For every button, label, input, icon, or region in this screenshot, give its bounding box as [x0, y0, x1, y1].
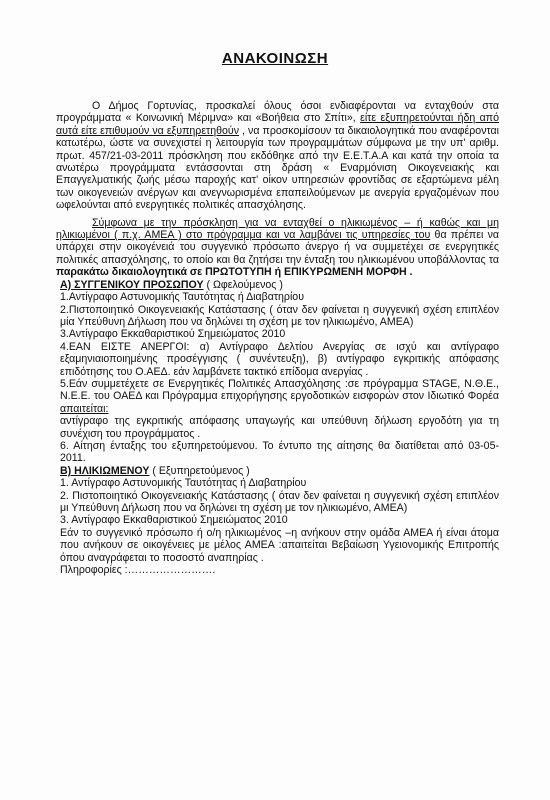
conditions-paragraph [56, 217, 499, 279]
section-a-heading [56, 279, 499, 291]
section-a-item-4: 4.ΕΑΝ ΕΙΣΤΕ ΑΝΕΡΓΟΙ: α) Αντίγραφο Δελτίου Ανεργίας σε ισχύ και αντίγραφο εξαμηνιαιοποιημένης προσέγγισης ( συνέντευξη), β) αντίγραφο εγκριτικής απόφασης επιδότησης του Ο.ΑΕΔ. εάν λαμβάνετε τακτικό επίδομα ανεργίας . [60, 340, 499, 378]
conditions-underlined: Σύμφωνα με την πρόσκληση για να ενταχθεί ο ηλικιωμένος – ή καθώς και μη ηλικιωμένοι ( π.χ. ΑΜΕΑ ) στο πρόγραμμα και να λαμβάνει τις υπηρεσίες του [56, 216, 499, 242]
section-a-title: Α) ΣΥΓΓΕΝΙΚΟΥ ΠΡΟΣΩΠΟΥ [60, 278, 204, 291]
conditions-bold: παρακάτω δικαιολογητικά σε ΠΡΩΤΟΤΥΠΗ ή ΕΠΙΚΥΡΩΜΕΝΗ ΜΟΡΦΗ . [56, 266, 413, 279]
section-a-item-5-required: απαιτείται: [60, 402, 109, 415]
intro-text-1: Ο Δήμος Γορτυνίας, προσκαλεί όλους όσοι ενδιαφέρονται να ενταχθούν στα προγράμματα « Κοινωνική Μέριμνα» και «Βοήθεια στο Σπίτι», [56, 100, 499, 125]
section-b-heading [56, 465, 499, 477]
section-a-note: ( Ωφελούμενος ) [203, 278, 283, 291]
intro-paragraph [56, 100, 499, 212]
section-b-item-3: 3. Αντίγραφο Εκκαθαριστικού Σημειώματος 2010 [60, 514, 288, 527]
section-b-closing: Εάν το συγγενικό πρόσωπο ή ο/η ηλικιωμένος –η ανήκουν στην ομάδα ΑΜΕΑ ή είναι άτομα που ανήκουν σε οικογένειες με μέλος ΑΜΕΑ :απαιτείται Βεβαίωση Υγειονομικής Επιτροπής όπου αναγράφεται το ποσοστό αναπηρίας . [60, 526, 499, 564]
intro-underlined: είτε εξυπηρετούνται ήδη από αυτά είτε επιθυμούν να εξυπηρετηθούν [56, 112, 499, 137]
section-a-item-1: 1.Αντίγραφο Αστυνομικής Ταυτότητας ή Διαβατηρίου [60, 291, 304, 304]
intro-text-2: , να προσκομίσουν τα δικαιολογητικά που αναφέρονται κατωτέρω, ώστε να συνεχιστεί η λειτουργία των προγραμμάτων σύμφωνα με την υπ' αριθμ. πρωτ. 457/21-03-2011 πρόσκληση που εκδόθηκε από την Ε.Ε.Τ.Α.Α και κατά την οποία τα ανωτέρω προγράμματα εντάσσονται στη δράση « Εναρμόνιση Οικογενειακής και Επαγγελματικής ζωής μέσω παροχής κατ' οίκον υπηρεσιών φροντίδας σε εξαρτώμενα μέλη των οικογενειών ανέργων και ανεγνωρισμένα επαπειλούμενων με ανεργία εργαζομένων που ωφελούνται από ενεργητικές πολιτικές απασχόλησης. [56, 124, 499, 212]
page-title: ΑΝΑΚΟΙΝΩΣΗ [221, 50, 329, 67]
section-b-item-1: 1. Αντίγραφο Αστυνομικής Ταυτότητας ή Διαβατηρίου [60, 477, 307, 490]
section-a-item-5-details: αντίγραφο της εγκριτικής απόφασης υπαγωγής και υπεύθυνη δήλωση εργοδότη για τη συνέχιση του προγράμματος . [60, 415, 499, 440]
section-a-item-3: 3.Αντίγραφο Εκκαθαριστικού Σημειώματος 2010 [60, 328, 286, 341]
section-a-item-6: 6. Αίτηση ένταξης του εξυπηρετούμενου. Το έντυπο της αίτησης θα διατίθεται από 03-05-2011. [60, 439, 499, 465]
section-b-note: ( Εξυπηρετούμενος ) [149, 464, 250, 477]
info-line: Πληροφορίες :……………………. [60, 564, 216, 577]
document-body [56, 100, 499, 576]
section-a-item-2: 2.Πιστοποιητικό Οικογενειακής Κατάστασης ( όταν δεν φαίνεται η συγγενική σχέση επιπλέον μία Υπεύθυνη Δήλωση που να δηλώνει τη σχέση με τον ηλικιωμένο, ΑΜΕΑ) [60, 303, 499, 328]
section-b-item-2: 2. Πιστοποιητικό Οικογενειακής Κατάστασης ( όταν δεν φαίνεται η συγγενική σχέση επιπλέον μι Υπεύθυνη Δήλωση που να δηλώνει τη σχέση με τον ηλικιωμένο, ΑΜΕΑ) [60, 489, 499, 514]
section-a-item-5-text: 5.Εάν συμμετέχετε σε Ενεργητικές Πολιτικές Απασχόλησης :σε πρόγραμμα STAGE, Ν.Θ.Ε., Ν.Ε.Ε. του ΟΑΕΔ και Πρόγραμμα επιχορήγησης εργοδοτικών εισφορών στον Ιδιωτικό Φορέα [60, 377, 499, 403]
section-b-title: Β) ΗΛΙΚΙΩΜΕΝΟΥ [60, 464, 150, 477]
conditions-text: θα πρέπει να υπάρχει στην οικογένειά του συγγενικό πρόσωπο άνεργο ή να συμμετέχει σε ενεργητικές πολιτικές απασχόλησης, το οποίο και θα ζητήσει την ένταξη του ηλικιωμένου υποβάλλοντας τα [56, 229, 500, 266]
section-a-item-5 [56, 378, 499, 415]
